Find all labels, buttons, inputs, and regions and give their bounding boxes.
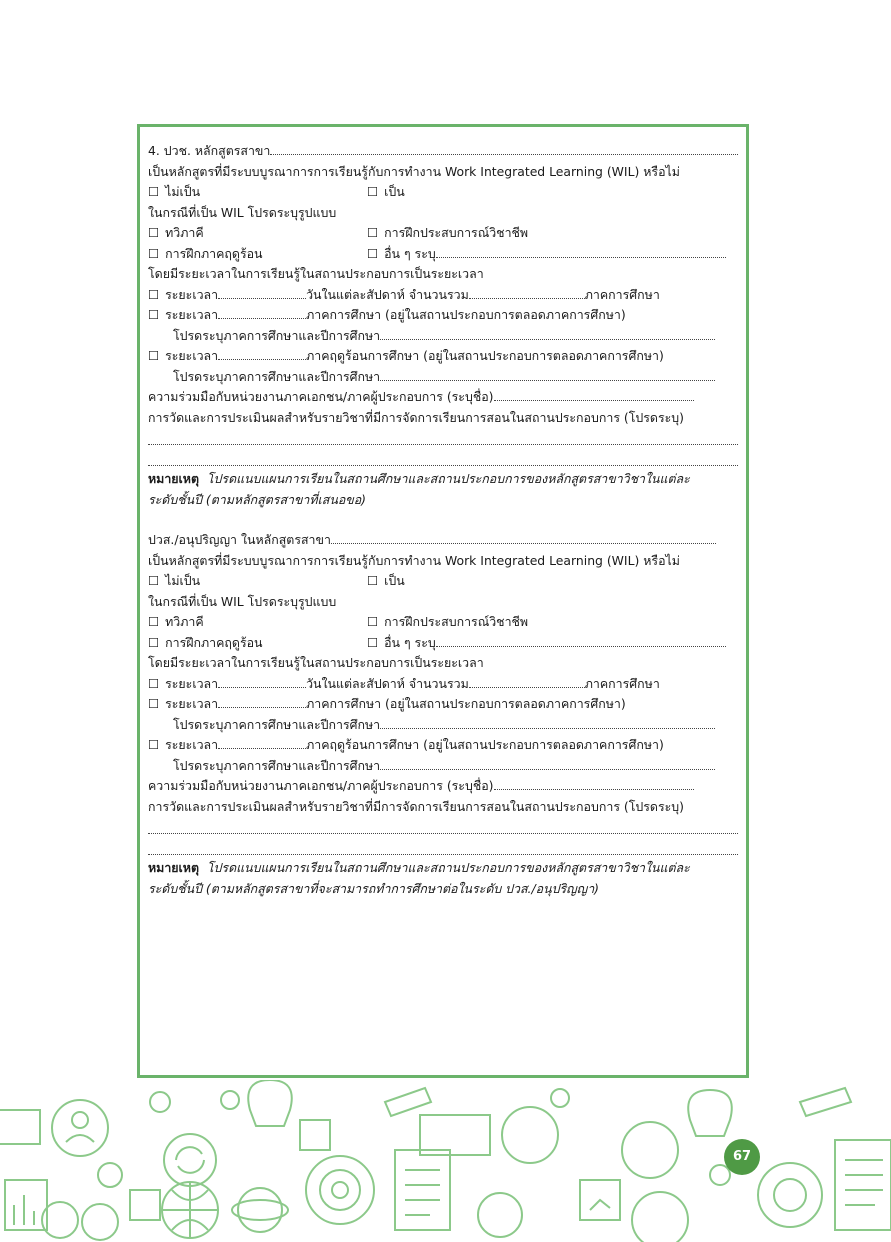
duration-option-2-specify: โปรดระบุภาคการศึกษาและปีการศึกษา bbox=[148, 715, 738, 736]
person-target-icon bbox=[502, 1107, 558, 1163]
evaluation-field-line-1[interactable] bbox=[148, 430, 738, 445]
checkbox-professional-experience[interactable]: ☐ การฝึกประสบการณ์วิชาชีพ bbox=[367, 223, 528, 244]
note-line-1: หมายเหตุ โปรดแนบแผนการเรียนในสถานศึกษาและสถานประกอบการของหลักสูตรสาขาวิชาในแต่ละ bbox=[148, 860, 690, 875]
semester-year-field[interactable] bbox=[380, 757, 715, 770]
checkbox-duration-summer[interactable]: ☐ ระยะเวลา bbox=[148, 737, 218, 752]
checkbox-duration-summer[interactable]: ☐ ระยะเวลา bbox=[148, 348, 218, 363]
globe-icon bbox=[632, 1192, 688, 1242]
duration-field[interactable] bbox=[218, 695, 306, 708]
duration-option-1: ☐ ระยะเวลา วันในแต่ละสัปดาห์ จำนวนรวม ภาคการศึกษา bbox=[148, 285, 738, 306]
duration-prompt: โดยมีระยะเวลาในการเรียนรู้ในสถานประกอบการเป็นระยะเวลา bbox=[148, 266, 484, 281]
atom-icon bbox=[238, 1188, 282, 1232]
duration-option-3: ☐ ระยะเวลา ภาคฤดูร้อนการศึกษา (อยู่ในสถานประกอบการตลอดภาคการศึกษา) bbox=[148, 346, 738, 367]
wil-type-prompt: ในกรณีที่เป็น WIL โปรดระบุรูปแบบ bbox=[148, 593, 337, 609]
target-icon bbox=[758, 1163, 822, 1227]
shield-icon bbox=[300, 1120, 330, 1150]
wil-type-row-2 bbox=[148, 633, 738, 654]
cloud-refresh-icon bbox=[622, 1122, 678, 1178]
duration-field[interactable] bbox=[218, 736, 306, 749]
cooperation-field[interactable] bbox=[494, 388, 694, 401]
wil-type-row-2 bbox=[148, 244, 738, 265]
duration-field[interactable] bbox=[218, 347, 306, 360]
checkbox-is-wil[interactable]: ☐ เป็น bbox=[367, 182, 405, 203]
puzzle-icon bbox=[130, 1190, 160, 1220]
total-field[interactable] bbox=[469, 286, 585, 299]
refresh-icon bbox=[164, 1134, 216, 1186]
wil-question: เป็นหลักสูตรที่มีระบบบูรณาการการเรียนรู้กับการทำงาน Work Integrated Learning (WIL) หรือไม่ bbox=[148, 552, 680, 568]
evaluation-line: การวัดและการประเมินผลสำหรับรายวิชาที่มีการจัดการเรียนการสอนในสถานประกอบการ (โปรดระบุ) bbox=[148, 798, 684, 814]
gear-icon bbox=[221, 1091, 239, 1109]
lightbulb-icon bbox=[248, 1080, 292, 1126]
evaluation-field-line-1[interactable] bbox=[148, 819, 738, 834]
checkbox-is-wil[interactable]: ☐ เป็น bbox=[367, 571, 405, 592]
total-field[interactable] bbox=[469, 675, 585, 688]
target-icon bbox=[306, 1156, 374, 1224]
form-frame bbox=[137, 124, 749, 1078]
checkbox-duration-days[interactable]: ☐ ระยะเวลา bbox=[148, 676, 218, 691]
note-line-2: ระดับชั้นปี (ตามหลักสูตรสาขาที่เสนอขอ) bbox=[148, 491, 367, 507]
frame-icon bbox=[0, 1110, 40, 1144]
evaluation-line: การวัดและการประเมินผลสำหรับรายวิชาที่มีการจัดการเรียนการสอนในสถานประกอบการ (โปรดระบุ) bbox=[148, 409, 684, 425]
checkbox-dual-vocational[interactable]: ☐ ทวิภาคี bbox=[148, 225, 204, 240]
document-icon bbox=[835, 1140, 891, 1230]
checkbox-other[interactable]: ☐ อื่น ๆ ระบุ bbox=[367, 246, 436, 261]
cooperation-line: ความร่วมมือกับหน่วยงานภาคเอกชน/ภาคผู้ประกอบการ (ระบุชื่อ) bbox=[148, 776, 738, 797]
duration-prompt: โดยมีระยะเวลาในการเรียนรู้ในสถานประกอบการเป็นระยะเวลา bbox=[148, 655, 484, 670]
checkbox-duration-semester[interactable]: ☐ ระยะเวลา bbox=[148, 307, 218, 322]
duration-option-3-specify: โปรดระบุภาคการศึกษาและปีการศึกษา bbox=[148, 367, 738, 388]
cooperation-line: ความร่วมมือกับหน่วยงานภาคเอกชน/ภาคผู้ประกอบการ (ระบุชื่อ) bbox=[148, 387, 738, 408]
semester-year-field[interactable] bbox=[380, 327, 715, 340]
checkbox-not-wil[interactable]: ☐ ไม่เป็น bbox=[148, 184, 200, 199]
eye-icon bbox=[98, 1163, 122, 1187]
person-icon bbox=[478, 1193, 522, 1237]
checkbox-dual-vocational[interactable]: ☐ ทวิภาคี bbox=[148, 614, 204, 629]
duration-field[interactable] bbox=[218, 675, 306, 688]
wil-question: เป็นหลักสูตรที่มีระบบบูรณาการการเรียนรู้กับการทำงาน Work Integrated Learning (WIL) หรือไม่ bbox=[148, 163, 680, 179]
wil-type-prompt: ในกรณีที่เป็น WIL โปรดระบุรูปแบบ bbox=[148, 204, 337, 220]
duration-field[interactable] bbox=[218, 286, 306, 299]
checkbox-other[interactable]: ☐ อื่น ๆ ระบุ bbox=[367, 635, 436, 650]
network-icon bbox=[580, 1180, 620, 1220]
note-label: หมายเหตุ bbox=[148, 471, 200, 486]
note-label: หมายเหตุ bbox=[148, 860, 200, 875]
checkbox-summer-training[interactable]: ☐ การฝึกภาคฤดูร้อน bbox=[148, 635, 263, 650]
telescope-icon bbox=[800, 1088, 851, 1116]
evaluation-field-line-2[interactable] bbox=[148, 840, 738, 855]
evaluation-field-line-2[interactable] bbox=[148, 451, 738, 466]
note-line-1: หมายเหตุ โปรดแนบแผนการเรียนในสถานศึกษาและสถานประกอบการของหลักสูตรสาขาวิชาในแต่ละ bbox=[148, 471, 690, 486]
duration-option-1: ☐ ระยะเวลา วันในแต่ละสัปดาห์ จำนวนรวม ภาคการศึกษา bbox=[148, 674, 738, 695]
other-specify-field[interactable] bbox=[436, 245, 726, 258]
checkbox-duration-days[interactable]: ☐ ระยะเวลา bbox=[148, 287, 218, 302]
section-high-vocational bbox=[148, 530, 738, 899]
other-specify-field[interactable] bbox=[436, 634, 726, 647]
cooperation-field[interactable] bbox=[494, 777, 694, 790]
program-title-line: 4. ปวช. หลักสูตรสาขา bbox=[148, 141, 738, 162]
page-number-badge: 67 bbox=[724, 1139, 760, 1175]
bar-chart-icon bbox=[5, 1180, 47, 1230]
wil-type-row-1 bbox=[148, 612, 738, 633]
document-icon bbox=[395, 1150, 450, 1230]
program-name-field[interactable] bbox=[270, 142, 738, 155]
note-line-2: ระดับชั้นปี (ตามหลักสูตรสาขาที่จะสามารถทำการศึกษาต่อในระดับ ปวส./อนุปริญญา) bbox=[148, 880, 600, 896]
semester-year-field[interactable] bbox=[380, 368, 715, 381]
duration-option-3-specify: โปรดระบุภาคการศึกษาและปีการศึกษา bbox=[148, 756, 738, 777]
duration-option-2: ☐ ระยะเวลา ภาคการศึกษา (อยู่ในสถานประกอบการตลอดภาคการศึกษา) bbox=[148, 694, 738, 715]
duration-option-2: ☐ ระยะเวลา ภาคการศึกษา (อยู่ในสถานประกอบการตลอดภาคการศึกษา) bbox=[148, 305, 738, 326]
checkbox-duration-semester[interactable]: ☐ ระยะเวลา bbox=[148, 696, 218, 711]
wil-type-row-1 bbox=[148, 223, 738, 244]
lightbulb-icon bbox=[688, 1090, 732, 1136]
duration-field[interactable] bbox=[218, 306, 306, 319]
checkbox-summer-training[interactable]: ☐ การฝึกภาคฤดูร้อน bbox=[148, 246, 263, 261]
checkbox-not-wil[interactable]: ☐ ไม่เป็น bbox=[148, 573, 200, 588]
checkbox-professional-experience[interactable]: ☐ การฝึกประสบการณ์วิชาชีพ bbox=[367, 612, 528, 633]
gear-icon bbox=[551, 1089, 569, 1107]
semester-year-field[interactable] bbox=[380, 716, 715, 729]
program-name-field[interactable] bbox=[331, 531, 716, 544]
duration-option-2-specify: โปรดระบุภาคการศึกษาและปีการศึกษา bbox=[148, 326, 738, 347]
gear-icon bbox=[150, 1092, 170, 1112]
wil-options bbox=[148, 571, 738, 592]
wil-options bbox=[148, 182, 738, 203]
telescope-icon bbox=[385, 1088, 431, 1116]
section-vocational-cert bbox=[148, 141, 738, 510]
program-title-line: ปวส./อนุปริญญา ในหลักสูตรสาขา bbox=[148, 530, 738, 551]
duration-option-3: ☐ ระยะเวลา ภาคฤดูร้อนการศึกษา (อยู่ในสถานประกอบการตลอดภาคการศึกษา) bbox=[148, 735, 738, 756]
